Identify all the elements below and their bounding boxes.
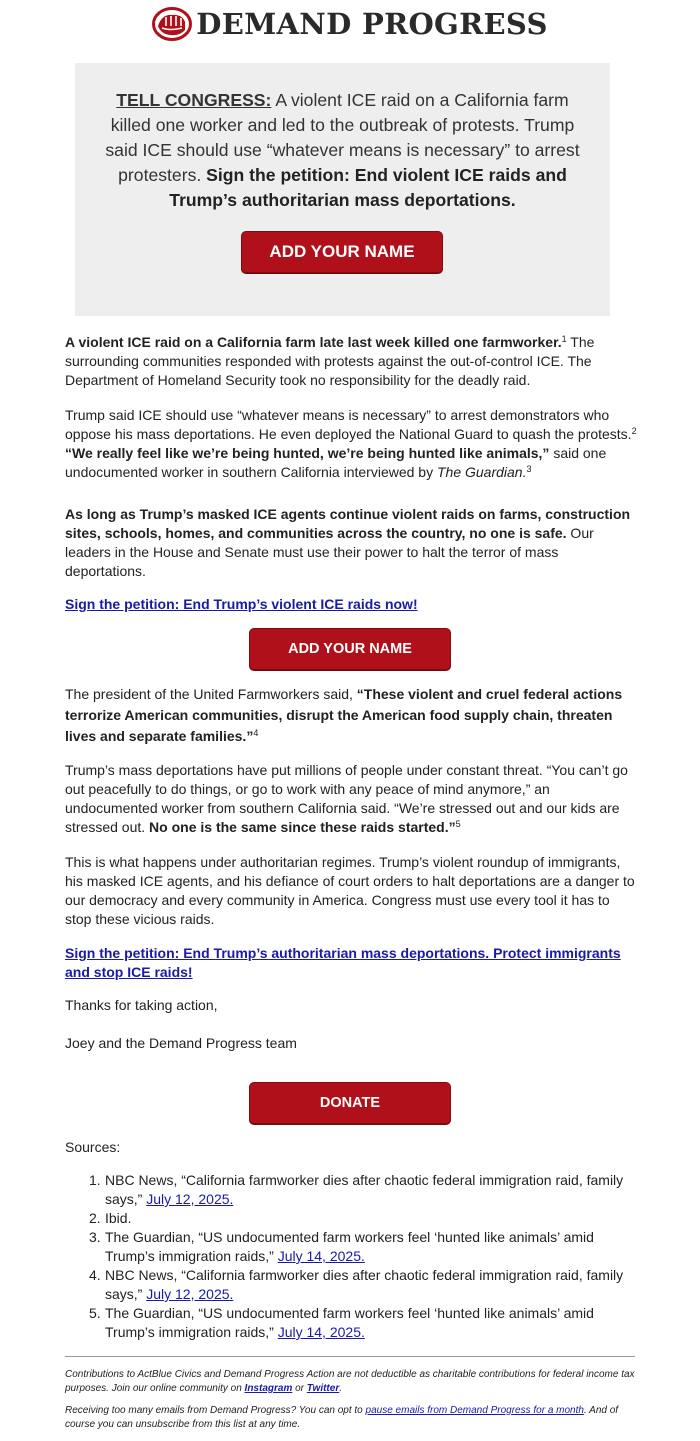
source-item: [89, 1304, 645, 1342]
source-number: 5.: [89, 1305, 101, 1321]
brand-name: DEMAND PROGRESS: [196, 7, 548, 41]
thanks-line: [65, 996, 637, 1015]
p2-text-b: said one undocumented worker in southern California interviewed by: [65, 445, 607, 480]
p2-text-a: Trump said ICE should use “whatever means is necessary” to arrest demonstrators who oppose his mass deportations. He even deployed the National Guard to quash the protests.: [65, 407, 632, 442]
footer-divider: [65, 1356, 635, 1357]
callout-text: [103, 88, 582, 213]
p2-quote: “We really feel like we’re being hunted, we’re being hunted like animals,”: [65, 445, 550, 461]
source-link[interactable]: July 12, 2025.: [146, 1286, 234, 1302]
unsubscribe-text-a: Receiving too many emails from Demand Progress? You can opt to: [65, 1405, 366, 1416]
pause-emails-link[interactable]: pause emails from Demand Progress for a month: [365, 1405, 584, 1416]
twitter-link[interactable]: Twitter: [306, 1383, 340, 1394]
paragraph-1: [65, 333, 637, 390]
logo[interactable]: [152, 2, 548, 46]
p4-text: The president of the United Farmworkers said,: [65, 686, 357, 702]
footer-period: .: [339, 1383, 342, 1394]
signoff-text: Joey and the Demand Progress team: [65, 1035, 297, 1051]
signoff-line: [65, 1034, 637, 1053]
paragraph-5: [65, 761, 637, 837]
footer-or: or: [292, 1383, 307, 1394]
callout-petition-text: Sign the petition: End violent ICE raids and Trump’s authoritarian mass deportations.: [169, 165, 567, 210]
add-your-name-button-2[interactable]: ADD YOUR NAME: [249, 628, 451, 670]
source-item: [89, 1171, 645, 1209]
p5-bold: No one is the same since these raids started.”: [149, 819, 456, 835]
p4-quote: “These violent and cruel federal actions terrorize American communities, disrupt the American food supply chain, threaten lives and separate families.”: [65, 686, 623, 744]
footer-disclaimer: [65, 1368, 640, 1396]
disclaimer-text: Contributions to ActBlue Civics and Demand Progress Action are not deductible as charitable contributions for federal income tax purposes. Join our online community on: [65, 1369, 635, 1394]
source-item: [89, 1228, 645, 1266]
sources-list: [89, 1171, 645, 1342]
unsubscribe-text-b: . And of course you can unsubscribe from this list at any time.: [65, 1405, 619, 1430]
callout-box: [75, 63, 610, 316]
source-text: NBC News, “California farmworker dies after chaotic federal immigration raid, family says,”: [105, 1267, 624, 1302]
p6-text: This is what happens under authoritarian regimes. Trump’s violent roundup of immigrants, his masked ICE agents, and his defiance of court orders to halt deportations are a danger to our democracy and every community in America. Congress must use every tool it has to stop these vicious raids.: [65, 854, 635, 927]
p5-text: Trump’s mass deportations have put millions of people under constant threat. “You can’t go out peacefully to do things, or go to work with any peace of mind anymore,” an undocumented worker from southern California said. “We’re stressed out and our kids are stressed out.: [65, 762, 628, 835]
tell-congress-label: TELL CONGRESS:: [116, 90, 272, 110]
paragraph-4: [65, 684, 637, 747]
source-number: 1.: [89, 1172, 101, 1188]
footnote-3: 3: [526, 464, 532, 474]
paragraph-3: [65, 505, 637, 581]
p3-lead: As long as Trump’s masked ICE agents continue violent raids on farms, construction sites, schools, homes, and communities across the country, no one is safe.: [65, 506, 631, 541]
source-link[interactable]: July 14, 2025.: [277, 1248, 365, 1264]
petition-link-1-wrap: [65, 595, 637, 614]
callout-body: A violent ICE raid on a California farm killed one worker and led to the outbreak of protests. Trump said ICE should use “whatever means is necessary” to arrest protesters.: [105, 90, 580, 185]
source-link[interactable]: July 14, 2025.: [277, 1324, 365, 1340]
source-text: NBC News, “California farmworker dies after chaotic federal immigration raid, family says,”: [105, 1172, 624, 1207]
thanks-text: Thanks for taking action,: [65, 997, 218, 1013]
add-your-name-button[interactable]: ADD YOUR NAME: [241, 231, 443, 273]
sources-label: Sources:: [65, 1139, 121, 1155]
fist-icon: [152, 6, 192, 42]
source-text: The Guardian, “US undocumented farm workers feel ‘hunted like animals’ amid Trump’s immigration raids,”: [105, 1229, 594, 1264]
petition-link-1[interactable]: Sign the petition: End Trump’s violent ICE raids now!: [65, 596, 418, 612]
source-text: Ibid.: [105, 1210, 132, 1226]
instagram-link[interactable]: Instagram: [244, 1383, 293, 1394]
paragraph-6: [65, 853, 637, 929]
footnote-5: 5: [455, 819, 461, 829]
source-link[interactable]: July 12, 2025.: [146, 1191, 234, 1207]
source-text: The Guardian, “US undocumented farm workers feel ‘hunted like animals’ amid Trump’s immigration raids,”: [105, 1305, 594, 1340]
source-number: 3.: [89, 1229, 101, 1245]
source-item: [89, 1209, 645, 1228]
footer-unsubscribe: [65, 1404, 640, 1432]
source-number: 4.: [89, 1267, 101, 1283]
donate-button[interactable]: DONATE: [249, 1082, 451, 1124]
header: [0, 2, 700, 46]
footnote-1: 1: [561, 334, 567, 344]
p3-rest: Our leaders in the House and Senate must use their power to halt the terror of mass deportations.: [65, 525, 594, 579]
source-number: 2.: [89, 1210, 101, 1226]
source-item: [89, 1266, 645, 1304]
petition-link-2[interactable]: Sign the petition: End Trump’s authoritarian mass deportations. Protect immigrants and stop ICE raids!: [65, 945, 621, 980]
p2-guardian: The Guardian.: [436, 464, 527, 480]
petition-link-2-wrap: [65, 944, 637, 982]
p1-rest: The surrounding communities responded with protests against the out-of-control ICE. The Department of Homeland Security took no responsibility for the deadly raid.: [65, 334, 595, 388]
footnote-4: 4: [253, 728, 259, 738]
paragraph-2: [65, 406, 637, 482]
footnote-2: 2: [631, 426, 637, 436]
sources-heading: [65, 1138, 637, 1157]
p1-lead: A violent ICE raid on a California farm late last week killed one farmworker.: [65, 334, 562, 350]
